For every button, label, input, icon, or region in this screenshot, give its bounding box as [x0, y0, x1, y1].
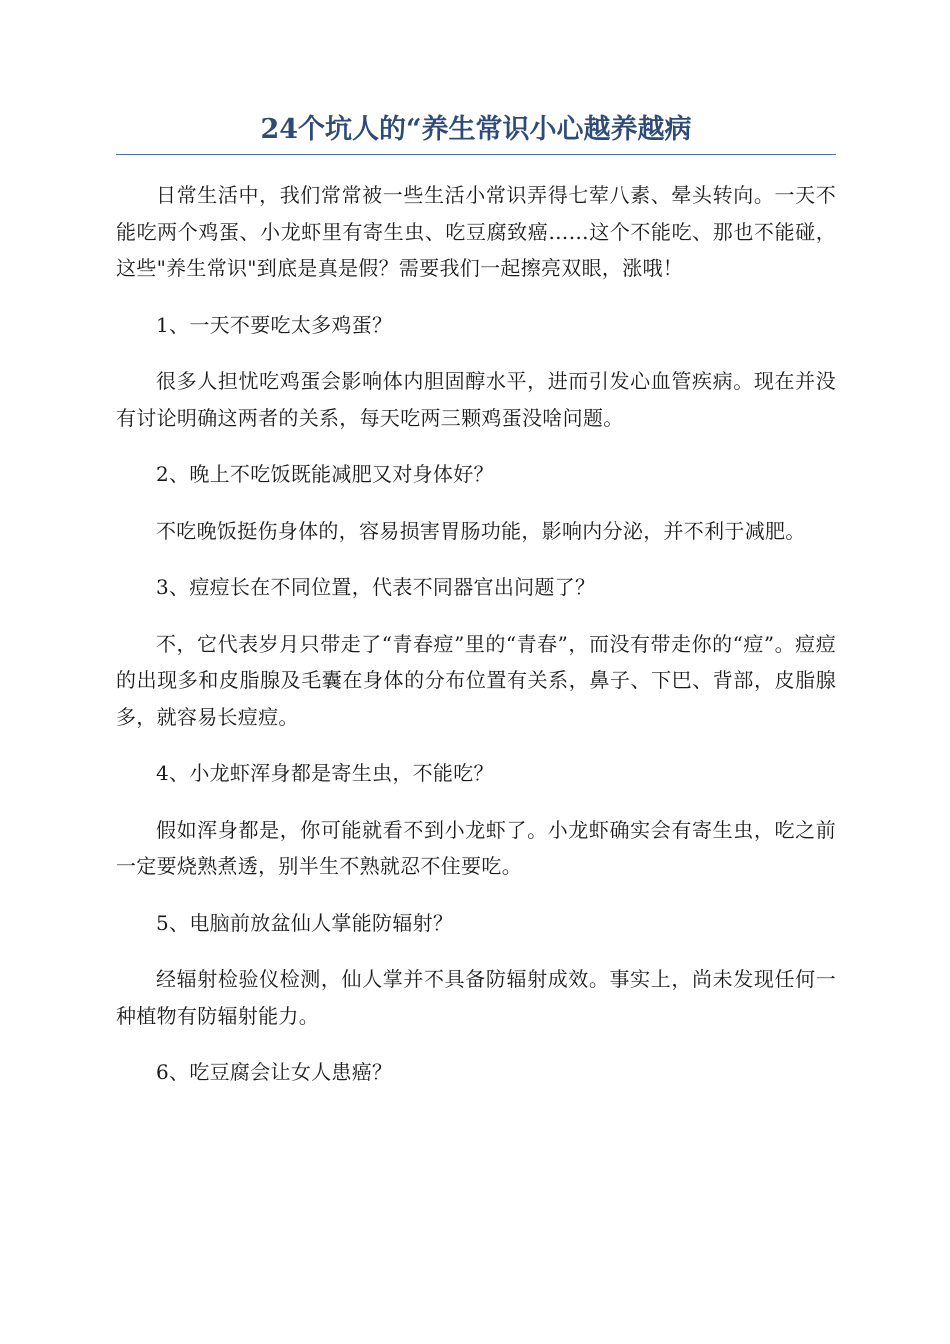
question-heading-3: 3、痘痘长在不同位置，代表不同器官出问题了？ — [156, 575, 596, 599]
question-heading-4: 4、小龙虾浑身都是寄生虫，不能吃？ — [156, 761, 494, 785]
document-body — [116, 177, 836, 1091]
answer-paragraph-4: 假如浑身都是，你可能就看不到小龙虾了。小龙虾确实会有寄生虫，吃之前一定要烧熟煮透，别半生不熟就忍不住要吃。 — [116, 817, 836, 878]
answer-paragraph-3: 不，它代表岁月只带走了“青春痘”里的“青春”，而没有带走你的“痘”。痘痘的出现多和皮脂腺及毛囊在身体的分布位置有关系，鼻子、下巴、背部，皮脂腺多，就容易长痘痘。 — [116, 631, 836, 729]
question-heading-6: 6、吃豆腐会让女人患癌？ — [156, 1060, 393, 1084]
question-heading-2: 2、晚上不吃饭既能减肥又对身体好？ — [156, 462, 494, 486]
document-page — [116, 110, 836, 1111]
question-heading-5: 5、电脑前放盆仙人掌能防辐射？ — [156, 910, 454, 935]
question-heading-1: 1、一天不要吃太多鸡蛋？ — [156, 312, 393, 337]
document-title: 24个坑人的“养生常识小心越养越病 — [116, 110, 836, 155]
intro-paragraph: 日常生活中，我们常常被一些生活小常识弄得七荤八素、晕头转向。一天不能吃两个鸡蛋、小龙虾里有寄生虫、吃豆腐致癌……这个不能吃、那也不能碰，这些"养生常识"到底是真是假？需要我们一起擦亮双眼，涨哦！ — [116, 183, 836, 280]
answer-paragraph-5: 经辐射检验仪检测，仙人掌并不具备防辐射成效。事实上，尚未发现任何一种植物有防辐射能力。 — [116, 967, 836, 1028]
answer-paragraph-1: 很多人担忧吃鸡蛋会影响体内胆固醇水平，进而引发心血管疾病。现在并没有讨论明确这两者的关系，每天吃两三颗鸡蛋没啥问题。 — [116, 369, 836, 430]
answer-paragraph-2: 不吃晚饭挺伤身体的，容易损害胃肠功能，影响内分泌，并不利于减肥。 — [156, 518, 806, 543]
